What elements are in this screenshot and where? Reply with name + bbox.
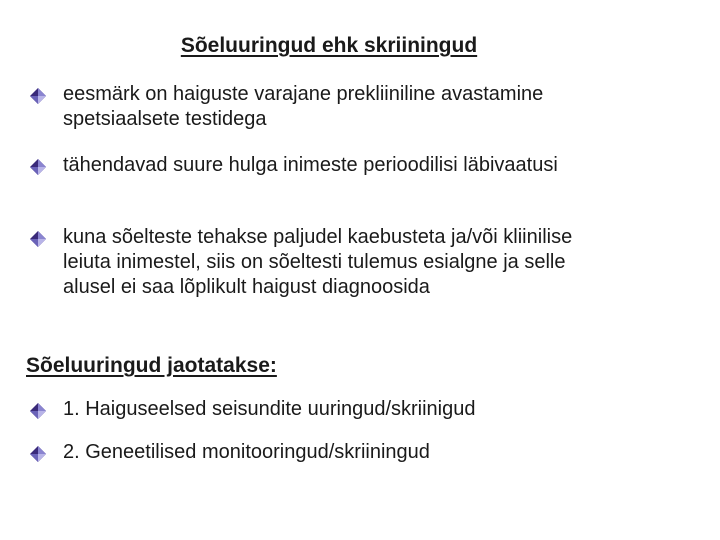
bullet-item — [30, 82, 623, 132]
slide-title: Sõeluuringud ehk skriiningud — [180, 34, 478, 57]
bullet-item — [30, 440, 623, 465]
bullet-text: eesmärk on haiguste varajane prekliiniline avastamine spetsiaalsete testidega — [63, 83, 544, 130]
diamond-bullet-icon — [30, 88, 46, 104]
diamond-bullet-icon — [30, 231, 46, 247]
bullet-item — [30, 397, 623, 422]
bullet-text: tähendavad suure hulga inimeste perioodilisi läbivaatusi — [63, 154, 558, 176]
bullet-text: 1. Haiguseelsed seisundite uuringud/skriinigud — [63, 398, 476, 420]
section-subheading: Sõeluuringud jaotatakse: — [26, 354, 277, 377]
bullet-text: kuna sõelteste tehakse paljudel kaebusteta ja/või kliinilise leiuta inimestel, siis on sõeltesti tulemus esialgne ja selle alusel ei saa lõplikult haigust diagnoosida — [63, 226, 573, 298]
bullet-item — [30, 153, 623, 178]
bullet-item — [30, 225, 623, 300]
diamond-bullet-icon — [30, 403, 46, 419]
diamond-bullet-icon — [30, 446, 46, 462]
bullet-text: 2. Geneetilised monitooringud/skriiningud — [63, 441, 430, 463]
diamond-bullet-icon — [30, 159, 46, 175]
